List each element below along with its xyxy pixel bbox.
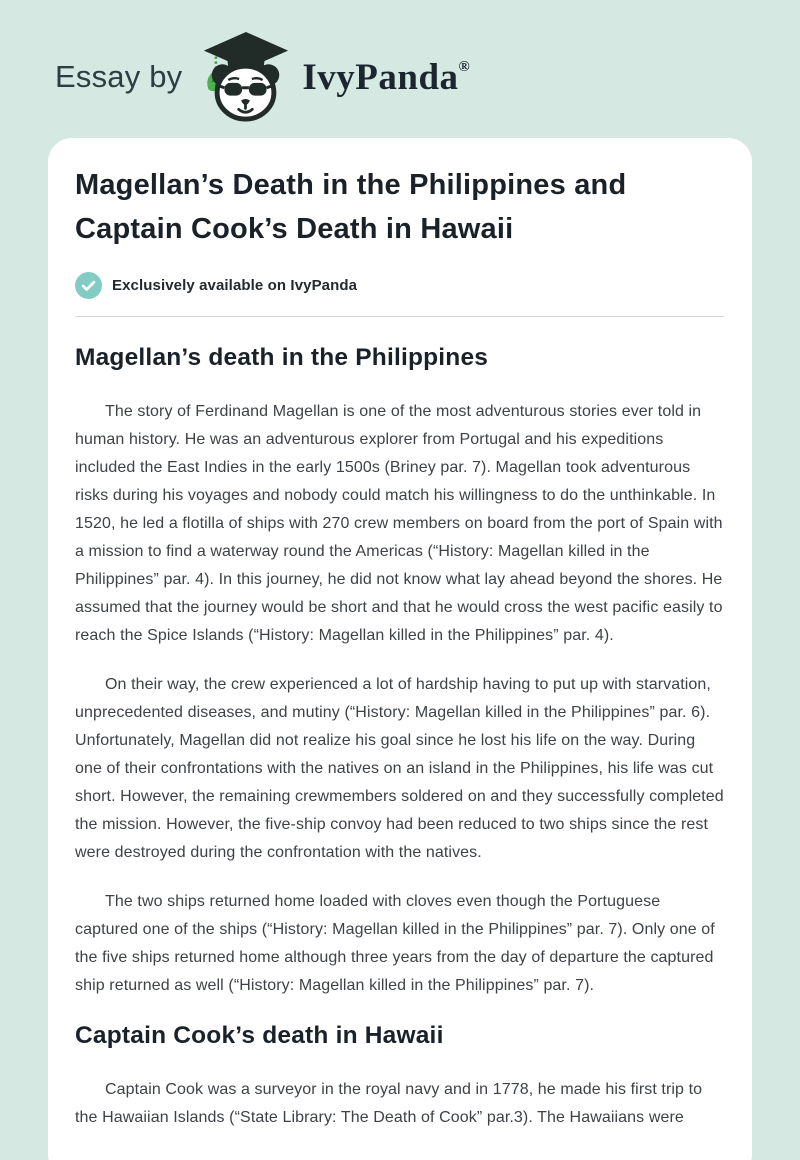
paragraph: The story of Ferdinand Magellan is one of the most adventurous stories ever told in human history. He was an adventurous explorer from Portugal and his expeditions included the East Indies in the early 1500s (Briney par. 7). Magellan took adventurous risks during his voyages and nobody could match his willingness to do the unthinkable. In 1520, he led a flotilla of ships with 270 crew members on board from the port of Spain with a mission to find a waterway round the Americas (“History: Magellan killed in the Philippines” par. 4). In this journey, he did not know what lay ahead beyond the shores. He assumed that the journey would be short and that he would cross the west pacific easily to reach the Spice Islands (“History: Magellan killed in the Philippines” par. 4).: [75, 403, 723, 644]
exclusive-badge: [75, 272, 724, 299]
paragraph: On their way, the crew experienced a lot of hardship having to put up with starvation, unprecedented diseases, and mutiny (“History: Magellan killed in the Philippines” par. 6). Unfortunately, Magellan did not realize his goal since he lost his life on the way. During one of their confrontations with the natives on an island in the Philippines, his life was cut short. However, the remaining crewmembers soldered on and they successfully completed the mission. However, the five-ship convoy had been reduced to two ships since the rest were destroyed during the confrontation with the natives.: [75, 676, 724, 861]
paragraph: Captain Cook was a surveyor in the royal navy and in 1778, he made his first trip to the Hawaiian Islands (“State Library: The Death of Cook” par.3). The Hawaiians were: [75, 1081, 703, 1126]
essay-card: [48, 138, 752, 1160]
ivypanda-panda-logo-icon: [196, 31, 294, 123]
brand-name: IvyPanda: [302, 56, 459, 98]
essay-title: Magellan’s Death in the Philippines and Captain Cook’s Death in Hawaii: [75, 169, 627, 245]
sunglasses-left-lens: [225, 83, 243, 96]
essay-by-label: Essay by: [55, 59, 183, 94]
section-heading-cook: Captain Cook’s death in Hawaii: [75, 1022, 444, 1049]
brand-wordmark: [302, 56, 469, 99]
checkmark-icon: [75, 272, 102, 299]
sunglasses-right-lens: [249, 83, 267, 96]
divider: [75, 316, 724, 317]
header: [0, 0, 800, 124]
paragraph: The two ships returned home loaded with cloves even though the Portuguese captured one of the ships (“History: Magellan killed in the Philippines” par. 7). Only one of the five ships returned home although three years from the day of departure the captured ship returned as well (“History: Magellan killed in the Philippines” par. 7).: [75, 893, 715, 994]
registered-mark: ®: [458, 58, 470, 75]
badge-label: Exclusively available on IvyPanda: [112, 277, 358, 294]
section-heading-magellan: Magellan’s death in the Philippines: [75, 344, 489, 371]
